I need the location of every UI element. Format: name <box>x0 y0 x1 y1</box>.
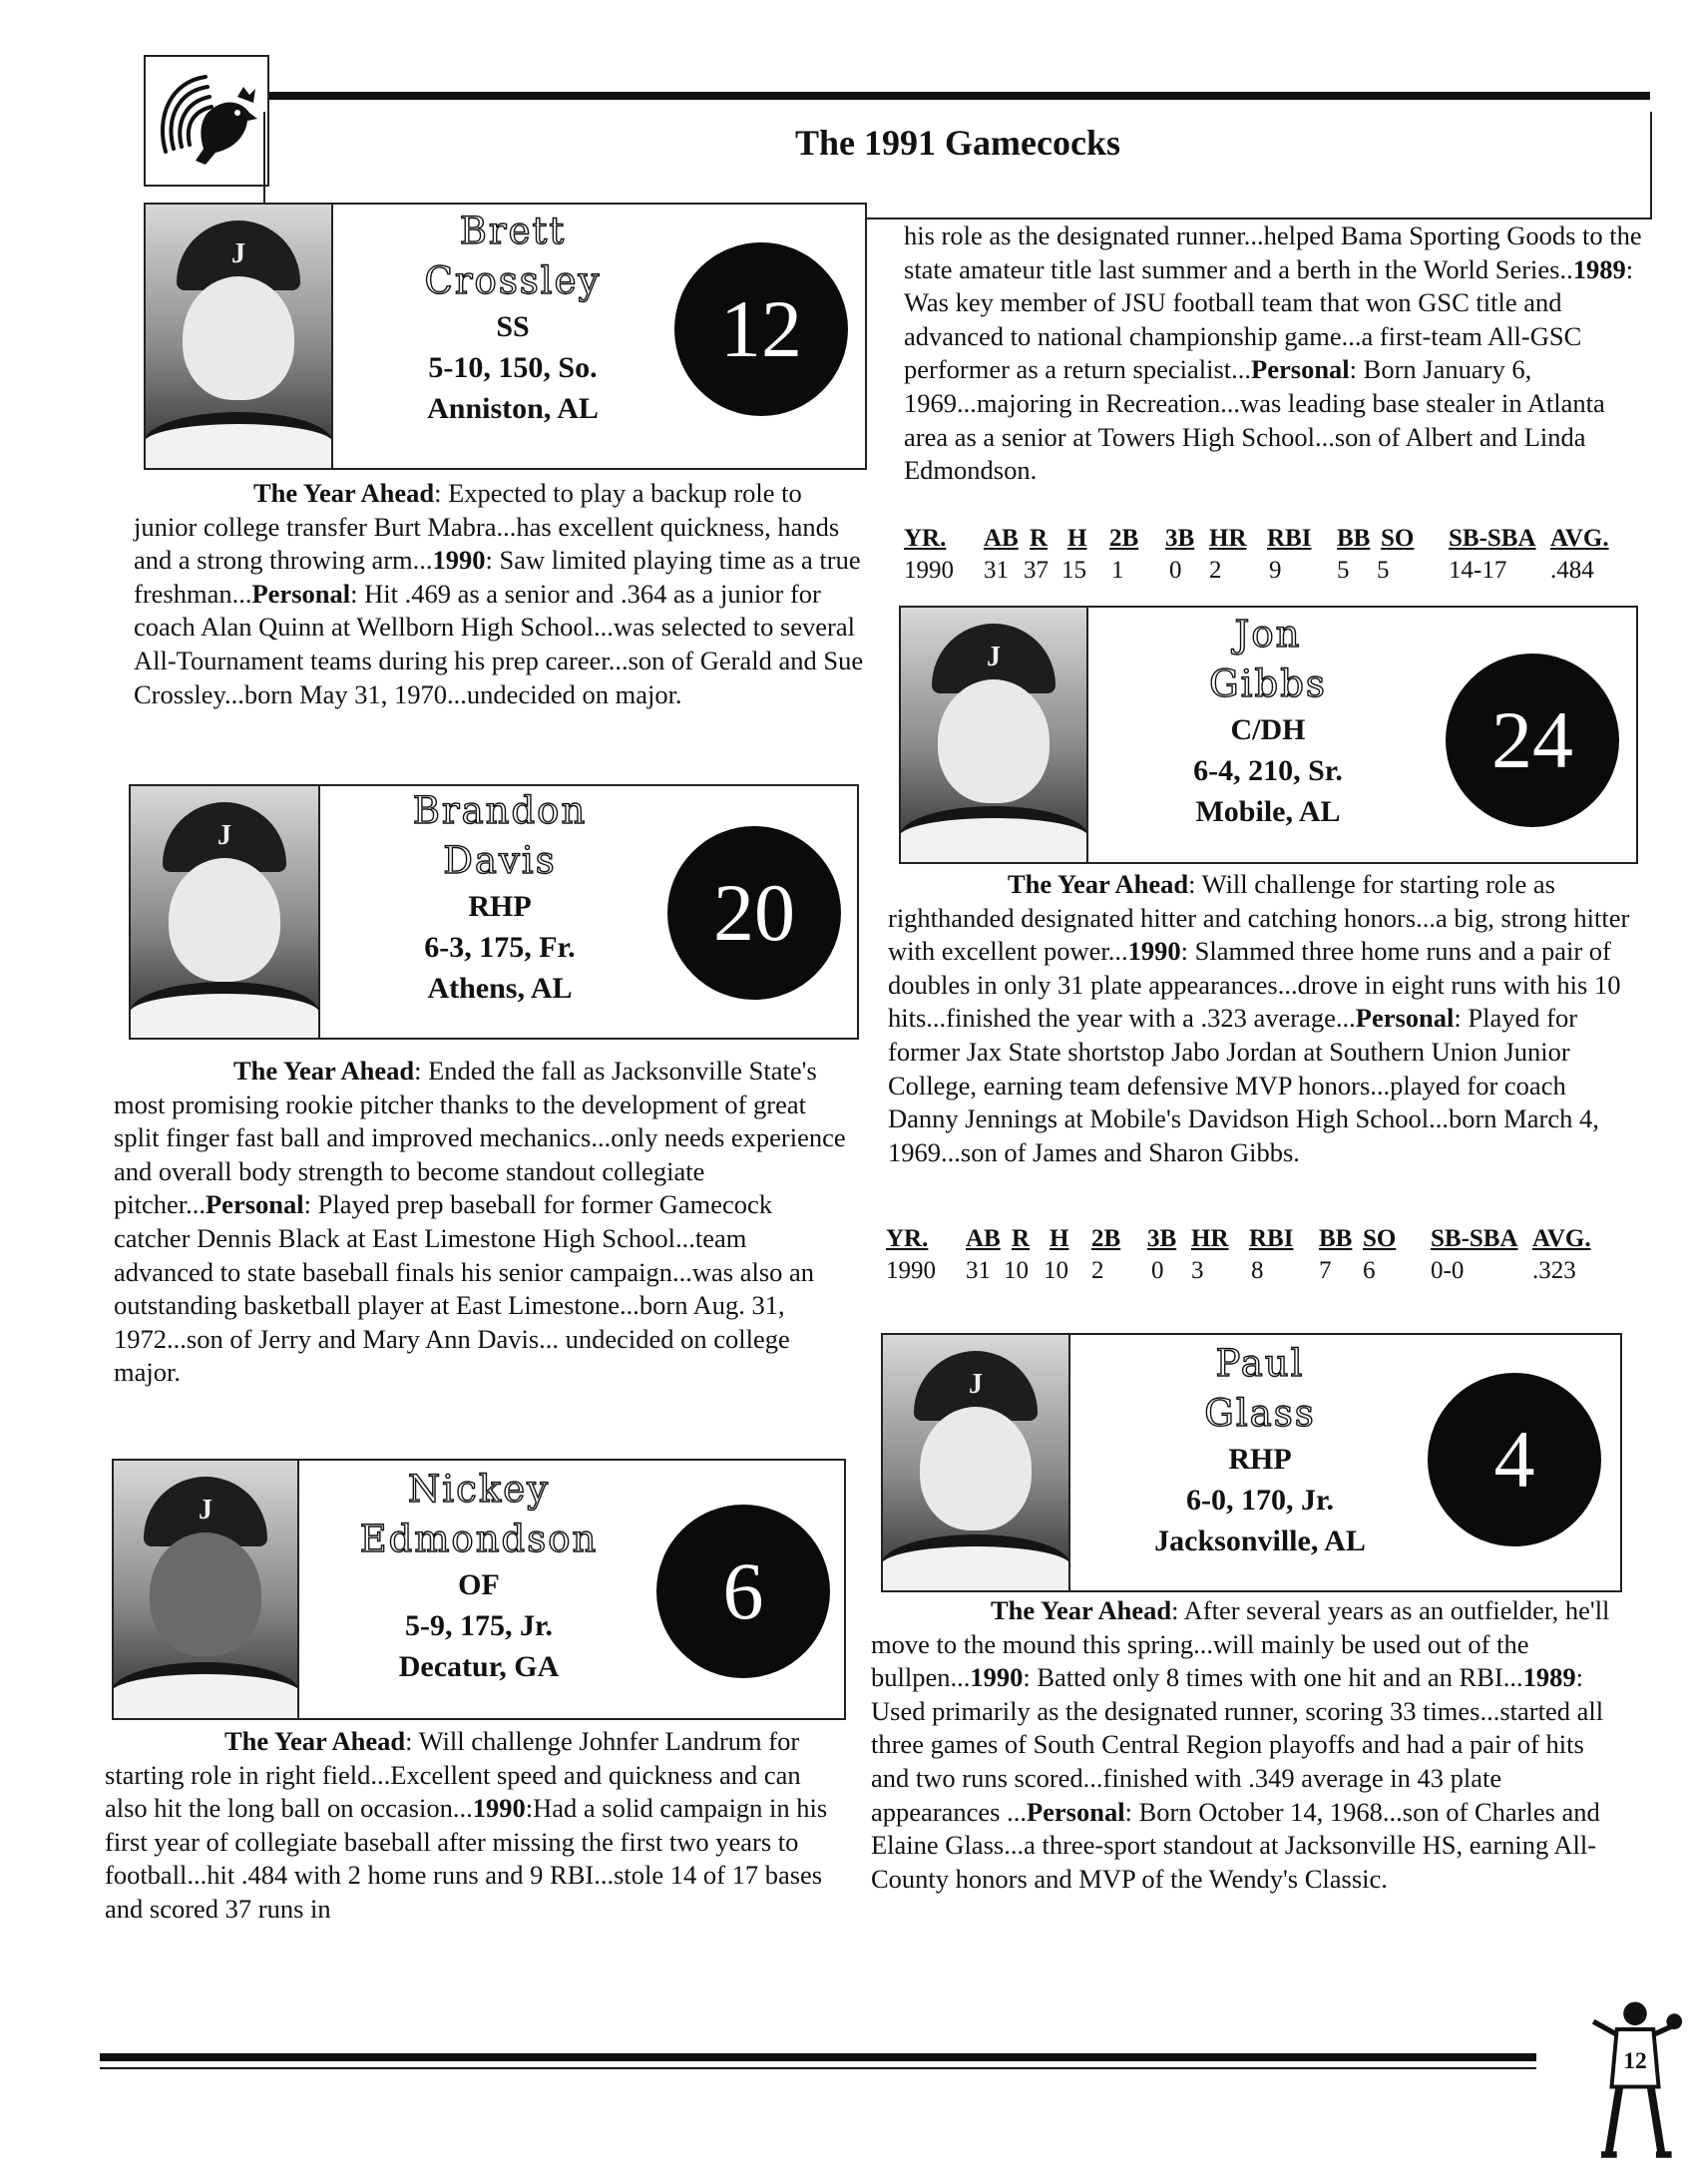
stat-header-bb: BB <box>1337 525 1371 552</box>
page-title: The 1991 Gamecocks <box>795 123 1120 163</box>
cap-letter: J <box>199 1495 212 1526</box>
stat-2b: 1 <box>1111 557 1124 584</box>
player-bio-davis: The Year Ahead: Ended the fall as Jacksonville State's most promising rookie pitcher thanks to the development of great split finger fast ball and improved mechanics...only needs experience and overall body strength to become standout collegiate pitcher...Personal: Played prep baseball for former Gamecock catcher Dennis Black at East Limestone High School...team advanced to state baseball finals his senior campaign...was also an outstanding basketball player at East Limestone...born Aug. 31, 1972...son of Jerry and Mary Ann Davis... undecided on college major. <box>114 1056 846 1388</box>
stat-header-h: H <box>1067 525 1087 552</box>
stat-header-so: SO <box>1381 525 1415 552</box>
stat-avg: .484 <box>1550 557 1594 584</box>
player-first-name: Paul <box>1215 1342 1305 1385</box>
gamecock-logo-icon <box>146 57 263 181</box>
player-last-name: Davis <box>443 839 557 882</box>
stat-rbi: 9 <box>1269 557 1282 584</box>
figure-jersey-number: 12 <box>1623 2048 1647 2075</box>
stat-header-h: H <box>1050 1225 1069 1252</box>
stat-rbi: 8 <box>1251 1257 1264 1284</box>
stat-header-r: R <box>1012 1225 1031 1252</box>
stat-so: 5 <box>1377 557 1390 584</box>
player-card-glass <box>881 1333 1622 1592</box>
player-last-name: Glass <box>1204 1392 1316 1435</box>
jersey <box>883 1534 1070 1590</box>
player-bio-edmondson: The Year Ahead: Will challenge Johnfer Landrum for starting role in right field...Excellent speed and quickness and can also hit the long ball on occasion...1990:Had a solid campaign in his first year of collegiate baseball after missing the first two years to football...hit .484 with 2 home runs and 9 RBI...stole 14 of 17 bases and scored 37 runs in <box>105 1726 828 1924</box>
stat-avg: .323 <box>1532 1257 1576 1284</box>
player-card-edmondson <box>112 1459 846 1720</box>
player-hometown: Anniston, AL <box>427 392 599 425</box>
cap-letter: J <box>231 238 245 269</box>
player-card-gibbs <box>899 606 1638 864</box>
player-measurements: 5-9, 175, Jr. <box>404 1609 554 1642</box>
stat-h: 15 <box>1061 557 1086 584</box>
cap-letter: J <box>987 642 1001 672</box>
player-bio-gibbs: The Year Ahead: Will challenge for starting role as righthanded designated hitter and catching honors...a big, strong hitter with excellent power...1990: Slammed three home runs and a pair of doubles in only 31 plate appearances...drove in eight runs with his 10 hits...finished the year with a .323 average...Personal: Played for former Jax State shortstop Jabo Jordan at Southern Union Junior College, earning team defensive MVP honors...played for coach Danny Jennings at Mobile's Davidson High School...born March 4, 1969...son of James and Sharon Gibbs. <box>888 869 1630 1167</box>
player-info <box>333 205 692 468</box>
stat-header-r: R <box>1030 525 1049 552</box>
player-card-davis <box>129 784 859 1040</box>
jersey-number-badge: 4 <box>1428 1373 1601 1546</box>
stat-header-2b: 2B <box>1091 1225 1121 1252</box>
face <box>169 858 280 982</box>
jersey-number-badge: 6 <box>656 1505 830 1678</box>
player-last-name: Edmondson <box>359 1518 599 1560</box>
jersey <box>131 982 319 1038</box>
stat-3b: 0 <box>1169 557 1182 584</box>
jersey <box>901 806 1088 862</box>
stat-3b: 0 <box>1151 1257 1164 1284</box>
player-info <box>320 786 679 1038</box>
cap-letter: J <box>969 1369 983 1400</box>
stat-header-sb: SB-SBA <box>1449 525 1536 552</box>
player-card-crossley <box>144 203 867 470</box>
stat-header-bb: BB <box>1319 1225 1353 1252</box>
player-first-name: Nickey <box>407 1468 551 1511</box>
stat-sb: 14-17 <box>1449 557 1507 584</box>
stat-so: 6 <box>1363 1257 1376 1284</box>
stat-ab: 31 <box>966 1257 991 1284</box>
player-hometown: Decatur, GA <box>398 1650 560 1683</box>
player-position: RHP <box>1228 1443 1292 1476</box>
stat-header-yr: YR. <box>904 525 947 552</box>
face <box>150 1532 261 1656</box>
player-info <box>1088 608 1448 862</box>
player-bio-crossley: The Year Ahead: Expected to play a backup role to junior college transfer Burt Mabra...has excellent quickness, hands and a strong throwing arm...1990: Saw limited playing time as a true freshman...Personal: Hit .469 as a senior and .364 as a junior for coach Alan Quinn at Wellborn High School...was selected to several All-Tournament teams during his prep career...son of Gerald and Sue Crossley...born May 31, 1970...undecided on major. <box>134 478 864 709</box>
player-position: C/DH <box>1230 713 1306 746</box>
player-hometown: Jacksonville, AL <box>1154 1525 1366 1557</box>
stat-header-avg: AVG. <box>1532 1225 1591 1252</box>
player-measurements: 6-0, 170, Jr. <box>1185 1484 1335 1517</box>
stats-table-gibbs <box>886 1225 1624 1295</box>
stat-h: 10 <box>1044 1257 1068 1284</box>
player-first-name: Brandon <box>412 789 588 832</box>
player-last-name: Gibbs <box>1209 662 1327 705</box>
face <box>938 679 1050 803</box>
player-photo <box>131 786 320 1038</box>
player-position: RHP <box>468 890 532 923</box>
player-info <box>1070 1335 1450 1590</box>
logo-box <box>144 55 269 187</box>
player-measurements: 5-10, 150, So. <box>428 351 598 384</box>
player-photo <box>114 1461 299 1718</box>
stat-yr: 1990 <box>904 557 954 584</box>
stat-header-3b: 3B <box>1165 525 1195 552</box>
player-position: SS <box>496 310 530 343</box>
jersey <box>146 412 333 468</box>
stat-header-sb: SB-SBA <box>1431 1225 1518 1252</box>
bottom-rule-thin <box>100 2067 1536 2069</box>
jersey-number-badge: 20 <box>667 826 841 1000</box>
stat-header-avg: AVG. <box>1550 525 1609 552</box>
stat-header-hr: HR <box>1209 525 1247 552</box>
player-first-name: Jon <box>1234 613 1302 655</box>
stat-header-so: SO <box>1363 1225 1397 1252</box>
player-position: OF <box>458 1568 500 1601</box>
stat-bb: 7 <box>1319 1257 1332 1284</box>
stat-header-rbi: RBI <box>1249 1225 1294 1252</box>
player-photo <box>146 205 333 468</box>
cap-letter: J <box>217 820 231 851</box>
player-hometown: Mobile, AL <box>1195 795 1341 828</box>
face <box>183 276 294 400</box>
jersey-number-badge: 24 <box>1446 654 1619 827</box>
bottom-rule <box>100 2053 1536 2061</box>
player-first-name: Brett <box>459 210 567 252</box>
player-last-name: Crossley <box>424 259 602 302</box>
top-rule <box>263 92 1650 100</box>
stat-2b: 2 <box>1091 1257 1104 1284</box>
stat-hr: 3 <box>1191 1257 1204 1284</box>
stat-header-2b: 2B <box>1109 525 1139 552</box>
player-photo <box>901 608 1088 862</box>
player-bio-glass: The Year Ahead: After several years as an outfielder, he'll move to the mound this spring...will mainly be used out of the bullpen...1990: Batted only 8 times with one hit and an RBI...1989: Used primarily as the designated runner, scoring 33 times...started all three games of South Central Region playoffs and had a pair of hits and two runs scored...finished with .349 average in 43 plate appearances ...Personal: Born October 14, 1968...son of Charles and Elaine Glass...a three-sport standout at Jacksonville HS, earning All-County honors and MVP of the Wendy's Classic. <box>871 1595 1610 1894</box>
stat-ab: 31 <box>984 557 1009 584</box>
stat-r: 37 <box>1024 557 1049 584</box>
player-info <box>299 1461 658 1718</box>
player-photo <box>883 1335 1070 1590</box>
stats-table-edmondson <box>904 525 1642 595</box>
face <box>920 1407 1032 1530</box>
stat-header-hr: HR <box>1191 1225 1229 1252</box>
player-hometown: Athens, AL <box>427 972 573 1005</box>
baseball-player-figure-icon <box>1587 1995 1683 2165</box>
stat-header-3b: 3B <box>1147 1225 1177 1252</box>
player-measurements: 6-3, 175, Fr. <box>424 931 576 964</box>
stat-header-ab: AB <box>966 1225 1001 1252</box>
player-bio-edmondson-continued: his role as the designated runner...helped Bama Sporting Goods to the state amateur title last summer and a berth in the World Series..1989: Was key member of JSU football team that won GSC title and advanced to national championship game...a first-team All-GSC performer as a return specialist...Personal: Born January 6, 1969...majoring in Recreation...was leading base stealer in Atlanta area as a senior at Towers High School...son of Albert and Linda Edmondson. <box>904 220 1642 486</box>
stat-bb: 5 <box>1337 557 1350 584</box>
stat-header-yr: YR. <box>886 1225 929 1252</box>
stat-r: 10 <box>1004 1257 1029 1284</box>
jersey <box>114 1662 299 1718</box>
jersey-number-badge: 12 <box>674 242 848 416</box>
stat-header-rbi: RBI <box>1267 525 1312 552</box>
player-measurements: 6-4, 210, Sr. <box>1193 754 1343 787</box>
stat-yr: 1990 <box>886 1257 936 1284</box>
stat-header-ab: AB <box>984 525 1019 552</box>
stat-hr: 2 <box>1209 557 1222 584</box>
stat-sb: 0-0 <box>1431 1257 1465 1284</box>
